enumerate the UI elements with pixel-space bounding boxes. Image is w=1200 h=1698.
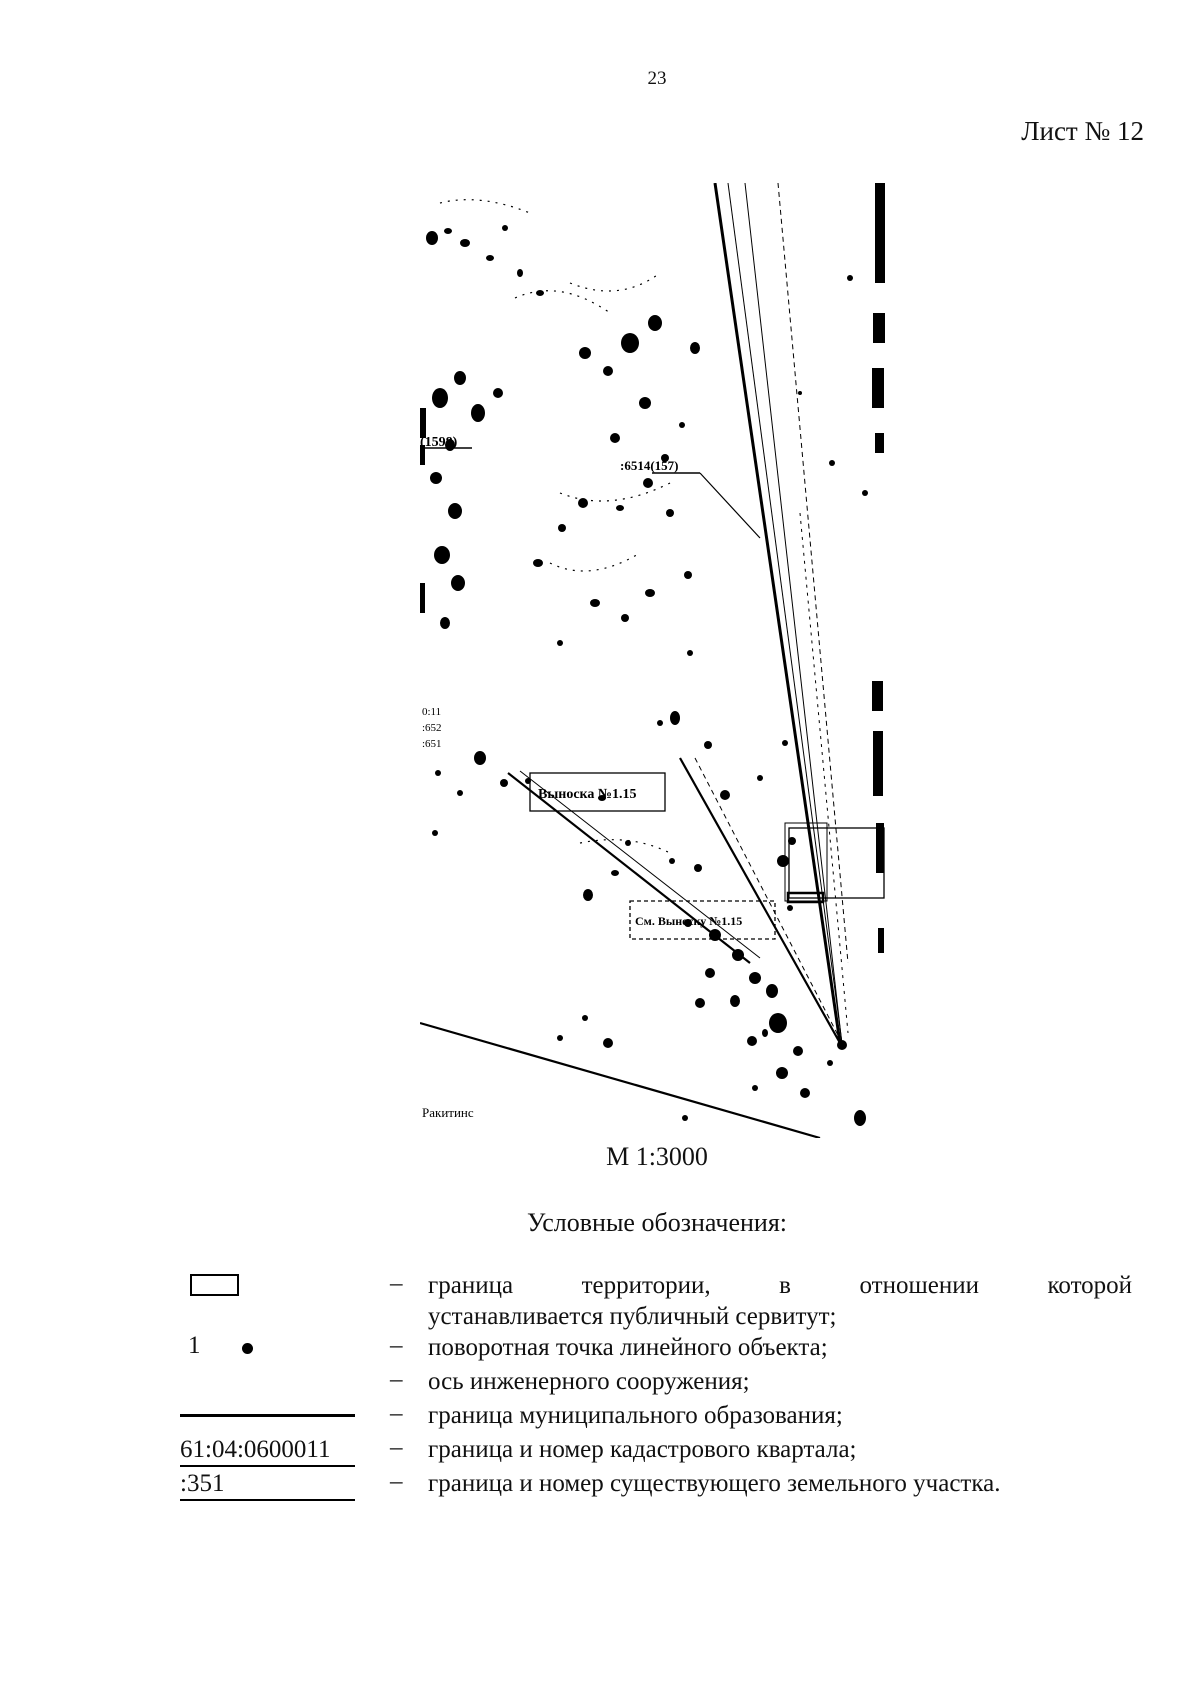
legend-dash: – (390, 1434, 403, 1461)
map-label-side-3: :651 (422, 738, 442, 750)
map-label-parcel-center: :6514(157) (620, 458, 679, 473)
legend-dash: – (390, 1332, 403, 1359)
legend-dash: – (390, 1366, 403, 1393)
legend-item-land-parcel (180, 1468, 1132, 1502)
legend-item-cadastral-quarter (180, 1434, 1132, 1468)
legend-description: граница муниципального образования; (428, 1402, 843, 1429)
parcel-number: :351 (180, 1468, 355, 1501)
legend-item-municipal-boundary (180, 1400, 1132, 1434)
dotted-contours (440, 200, 670, 853)
legend-item-turning-point (180, 1332, 1132, 1366)
legend-description: граница и номер кадастрового квартала; (428, 1436, 857, 1463)
legend-title: Условные обозначения: (526, 1208, 788, 1237)
legend-description (428, 1270, 1132, 1332)
legend-dash: – (390, 1468, 403, 1495)
legend-text-line1: граница территории, в отношении которой (428, 1272, 1133, 1299)
map-label-parcel-left: (1598) (420, 435, 458, 450)
page-number: 23 (647, 68, 667, 89)
map-label-callout: Выноска №1.15 (538, 787, 637, 802)
legend (180, 1270, 1132, 1502)
vegetation-blobs (420, 183, 885, 1126)
legend-description: граница и номер существующего земельного участка. (428, 1470, 1001, 1497)
legend-text-line2: устанавливается публичный сервитут; (428, 1303, 837, 1330)
map-label-bottom: Ракитинс (422, 1105, 474, 1120)
legend-description: ось инженерного сооружения; (428, 1368, 750, 1395)
map-drawing (420, 183, 895, 1138)
thick-line-icon (180, 1414, 355, 1417)
turning-point-marker (837, 1040, 847, 1050)
legend-item-servitude-boundary (180, 1270, 1132, 1332)
legend-dash: – (390, 1270, 403, 1297)
map-fragment (420, 183, 895, 1138)
cadastral-number: 61:04:0600011 (180, 1434, 355, 1467)
map-label-side-2: :652 (422, 722, 442, 734)
rectangle-symbol-icon (190, 1274, 239, 1296)
point-dot-icon (242, 1343, 253, 1354)
map-label-side-1: 0:11 (422, 706, 442, 718)
map-label-see-callout: См. Выноску №1.15 (635, 914, 743, 928)
legend-description: поворотная точка линейного объекта; (428, 1334, 828, 1361)
map-scale: М 1:3000 (606, 1142, 708, 1171)
point-number: 1 (188, 1332, 201, 1359)
sheet-label: Лист № 12 (1021, 116, 1144, 146)
legend-dash: – (390, 1400, 403, 1427)
legend-item-structure-axis (180, 1366, 1132, 1400)
